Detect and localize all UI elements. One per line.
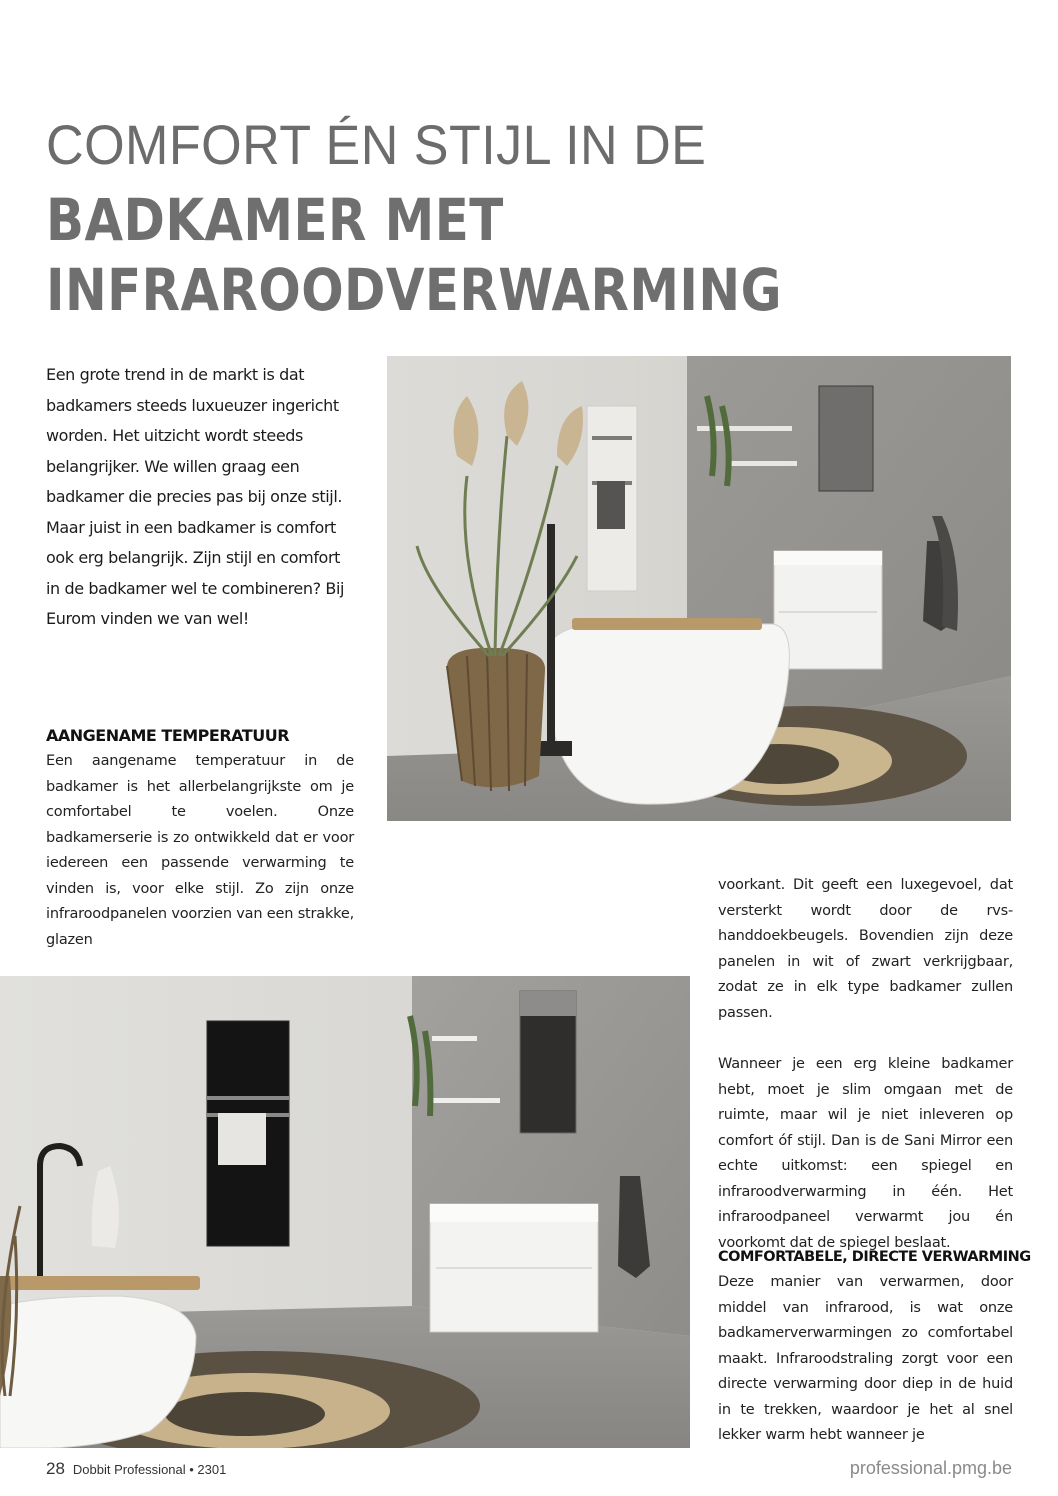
title-line-2: BADKAMER MET (46, 186, 504, 254)
section-heading-direct-heating: COMFORTABELE, DIRECTE VERWARMING (718, 1249, 1031, 1265)
magazine-issue: Dobbit Professional • 2301 (72, 1462, 227, 1477)
section-text-direct-heating (718, 1270, 1013, 1449)
intro-paragraph: Een grote trend in de markt is dat badkamers steeds luxueuzer ingericht worden. Het uitzicht wordt steeds belangrijker. We willen graag een badkamer die precies pas bij onze stijl. Maar juist in een badkamer is comfort ook erg belangrijk. Zijn stijl en comfort in de badkamer wel te combineren? Bij Eurom vinden we van wel! (46, 365, 345, 628)
page-number: 28 (46, 1459, 65, 1478)
title-line-3: INFRAROODVERWARMING (46, 256, 782, 324)
paragraph: Wanneer je een erg kleine badkamer hebt, moet je slim omgaan met de ruimte, maar wil je niet inleveren op comfort óf stijl. Dan is de Sani Mirror een echte uitkomst: een spiegel en infraroodverwarming in één. Het infraroodpaneel verwarmt jou én voorkomt dat de spiegel beslaat. (718, 1056, 1013, 1251)
section-heading-temperature: AANGENAME TEMPERATUUR (46, 726, 290, 745)
paragraph: voorkant. Dit geeft een luxegevoel, dat versterkt wordt door de rvs-handdoekbeugels. Bovendien zijn deze panelen in wit of zwart verkrijgbaar, zodat ze in elk type badkamer zullen passen. (718, 877, 1013, 1021)
paragraph: Deze manier van verwarmen, door middel van infrarood, is wat onze badkamerverwarmingen zo comfortabel maakt. Infraroodstraling zorgt voor een directe verwarming door diep in de huid in te trekken, waardoor je het al snel lekker warm hebt wanneer je (718, 1274, 1013, 1443)
section-text-temperature (46, 749, 354, 953)
bathroom-photo-black-panel (0, 976, 690, 1448)
bathroom-photo-white-panel (387, 356, 1011, 821)
right-column-text (718, 873, 1013, 1256)
website-link[interactable]: professional.pmg.be (849, 1458, 1012, 1478)
title-line-1: COMFORT ÉN STIJL IN DE (46, 113, 707, 176)
paragraph: Een aangename temperatuur in de badkamer is het allerbelangrijkste om je comfortabel te voelen. Onze badkamerserie is zo ontwikkeld dat er voor iedereen een passende verwarming te vinden is, voor elke stijl. Zo zijn onze infraroodpanelen voorzien van een strakke, glazen (46, 753, 354, 948)
footer-left (46, 1459, 226, 1479)
